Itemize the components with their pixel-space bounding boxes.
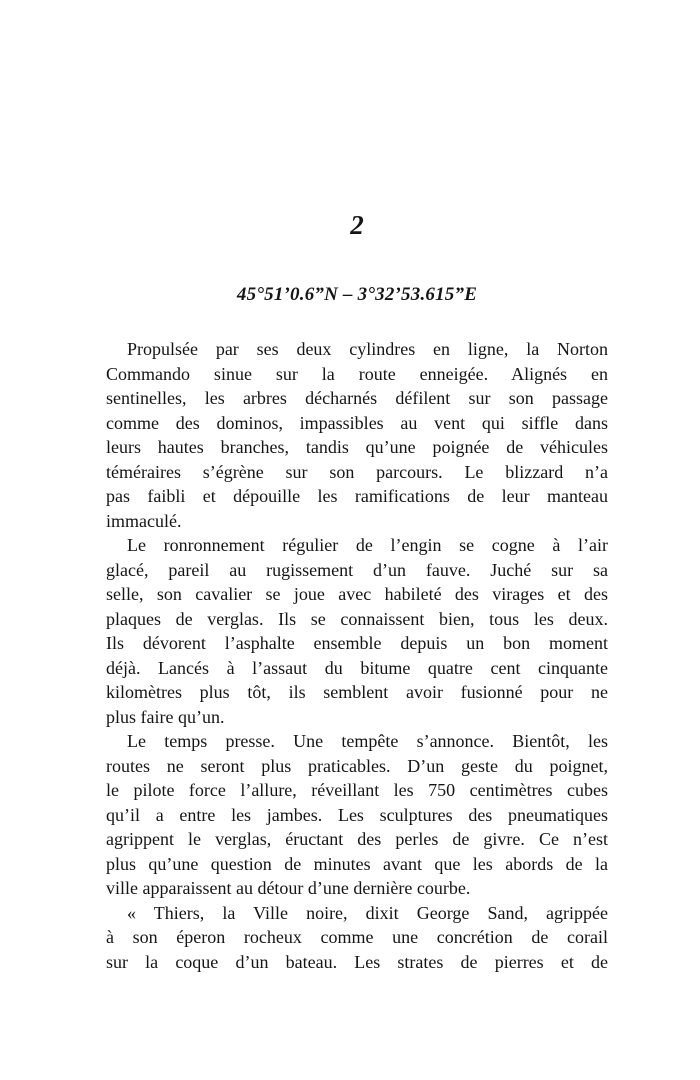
body-line: sur la coque d’un bateau. Les strates de pierres et de [106, 951, 608, 972]
body-line: glacé, pareil au rugissement d’un fauve. Juché sur sa [106, 559, 608, 580]
body-line: ville apparaissent au détour d’une dernière courbe. [106, 878, 471, 898]
body-text [106, 337, 608, 974]
body-line: plaques de verglas. Ils se connaissent bien, tous les deux. [106, 608, 608, 629]
body-line: immaculé. [106, 510, 182, 531]
chapter-number: 2 [350, 210, 364, 240]
body-line: « Thiers, la Ville noire, dixit George Sand, agrippée [127, 902, 608, 923]
body-line: déjà. Lancés à l’assaut du bitume quatre cent cinquante [106, 657, 608, 678]
body-line: routes ne seront plus praticables. D’un geste du poignet, [106, 755, 608, 776]
body-line: plus qu’une question de minutes avant que les abords de la [106, 853, 608, 874]
paragraph-3 [106, 729, 608, 901]
body-line: sentinelles, les arbres décharnés défilent sur son passage [106, 388, 608, 408]
body-line: agrippent le verglas, éructant des perles de givre. Ce n’est [106, 829, 608, 849]
body-line: pas faibli et dépouille les ramifications de leur manteau [106, 486, 608, 506]
body-line: leurs hautes branches, tandis qu’une poignée de véhicules [106, 437, 608, 457]
body-line: selle, son cavalier se joue avec habileté des virages et des [106, 584, 608, 604]
paragraph-2 [106, 533, 608, 729]
body-line: comme des dominos, impassibles au vent qui siffle dans [106, 412, 608, 433]
body-line: Commando sinue sur la route enneigée. Alignés en [106, 363, 608, 384]
body-line: Le temps presse. Une tempête s’annonce. Bientôt, les [127, 731, 608, 751]
body-line: à son éperon rocheux comme une concrétion de corail [106, 927, 608, 947]
body-line: Le ronronnement régulier de l’engin se cogne à l’air [127, 535, 608, 555]
body-line: Ils dévorent l’asphalte ensemble depuis un bon moment [106, 633, 608, 653]
body-line: qu’il a entre les jambes. Les sculptures des pneumatiques [106, 804, 608, 825]
body-line: téméraires s’égrène sur son parcours. Le blizzard n’a [106, 461, 608, 482]
body-line: Propulsée par ses deux cylindres en ligne, la Norton [127, 339, 608, 359]
page-content [106, 211, 608, 974]
chapter-coordinates: 45°51’0.6”N – 3°32’53.615”E [236, 284, 478, 305]
body-line: plus faire qu’un. [106, 706, 225, 727]
body-line: le pilote force l’allure, réveillant les 750 centimètres cubes [106, 780, 608, 800]
paragraph-1 [106, 337, 608, 533]
body-line: kilomètres plus tôt, ils semblent avoir fusionné pour ne [106, 682, 608, 702]
paragraph-4 [106, 901, 608, 975]
